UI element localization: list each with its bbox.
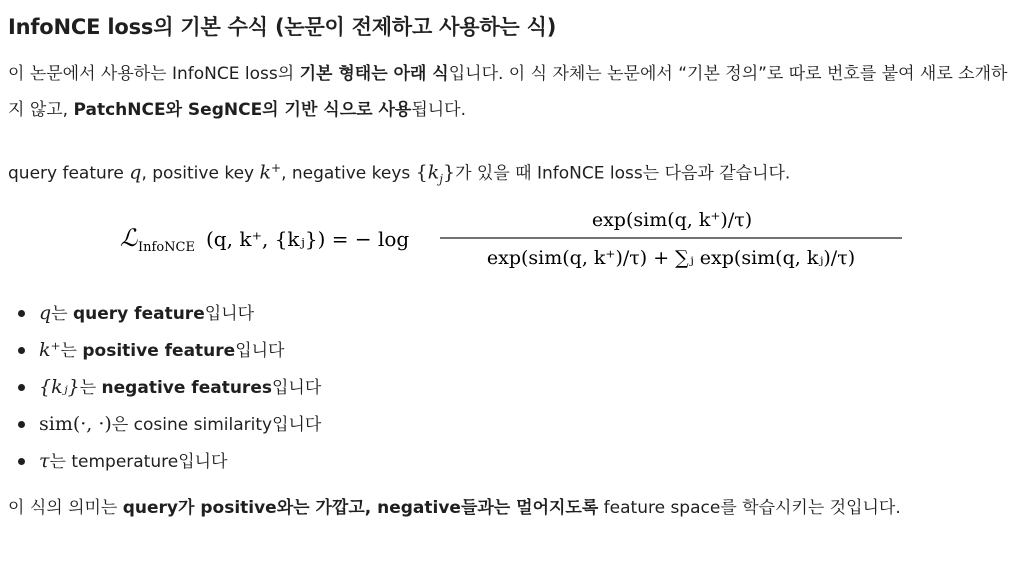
def-text-1: query feature (8, 163, 130, 184)
eq-denominator: exp(sim(q, k⁺)/τ) + ∑ⱼ exp(sim(q, kⱼ)/τ) (486, 247, 856, 269)
list-item (18, 295, 321, 332)
intro-text-3: 됩니다. (411, 100, 466, 120)
bullet-math: k⁺ (39, 339, 61, 361)
eq-loss-symbol: ℒ (120, 224, 138, 252)
def-q-symbol: q (129, 161, 142, 184)
meaning-paragraph (8, 490, 1014, 526)
def-j-subscript: j (439, 172, 444, 187)
bullet-tail: 입니다 (178, 452, 228, 472)
bullet-tail: 입니다 (272, 415, 322, 435)
intro-bold-2: PatchNCE와 SegNCE의 기반 식으로 사용 (73, 100, 412, 120)
infonce-equation (0, 196, 1024, 280)
bullet-icon (18, 458, 25, 465)
list-item (18, 332, 321, 369)
bullet-math: q (39, 302, 52, 324)
bullet-mid: 은 cosine similarity (111, 415, 273, 435)
bullet-math: sim(·, ·) (39, 413, 112, 435)
def-text-2: , positive key (141, 163, 260, 184)
bullet-bold: query feature (73, 304, 205, 324)
bullet-bold: negative features (101, 378, 272, 398)
meaning-bold: query가 positive와는 가깝고, negative들과는 멀어지도록 (122, 498, 599, 518)
def-k-symbol: k (259, 161, 272, 184)
eq-lhs-args: (q, k⁺, {kⱼ}) = − log (206, 227, 410, 251)
bullet-icon (18, 310, 25, 317)
def-text-4: 가 있을 때 InfoNCE loss는 다음과 같습니다. (455, 163, 791, 184)
bullet-math: {kⱼ} (39, 376, 80, 398)
bullet-mid: 는 (60, 341, 83, 361)
def-brace-open: { (415, 161, 428, 184)
intro-bold-1: 기본 형태는 아래 식 (299, 64, 449, 84)
meaning-text-2: feature space를 학습시키는 것입니다. (598, 498, 901, 518)
def-text-3: , negative keys (281, 163, 416, 184)
def-brace-close: } (443, 161, 456, 184)
def-kj-symbol: k (427, 161, 440, 184)
intro-text-1: 이 논문에서 사용하는 InfoNCE loss의 (8, 64, 300, 84)
bullet-math: τ (39, 450, 50, 472)
bullet-icon (18, 384, 25, 391)
bullet-tail: 입니다 (235, 341, 285, 361)
bullet-mid: 는 temperature (49, 452, 179, 472)
list-item (18, 443, 321, 480)
eq-numerator: exp(sim(q, k⁺)/τ) (591, 209, 753, 231)
eq-loss-subscript: InfoNCE (138, 240, 195, 255)
intro-text-2: 입니다. 이 식 자체는 논문에서 “기본 정의”로 따로 번호를 붙여 새로 소개하지 않고, (8, 64, 1008, 120)
section-heading: InfoNCE loss의 기본 수식 (논문이 전제하고 사용하는 식) (8, 15, 557, 39)
meaning-text-1: 이 식의 의미는 (8, 498, 123, 518)
bullet-mid: 는 (51, 304, 73, 324)
bullet-icon (18, 421, 25, 428)
list-item (18, 406, 321, 443)
symbol-list (18, 295, 321, 480)
bullet-tail: 입니다 (271, 378, 322, 398)
intro-paragraph (8, 56, 1014, 128)
bullet-bold: positive feature (82, 341, 236, 361)
definition-paragraph (8, 150, 1014, 197)
bullet-mid: 는 (79, 378, 102, 398)
def-plus-symbol: + (271, 161, 282, 175)
bullet-tail: 입니다 (204, 304, 255, 324)
list-item (18, 369, 321, 406)
bullet-icon (18, 347, 25, 354)
